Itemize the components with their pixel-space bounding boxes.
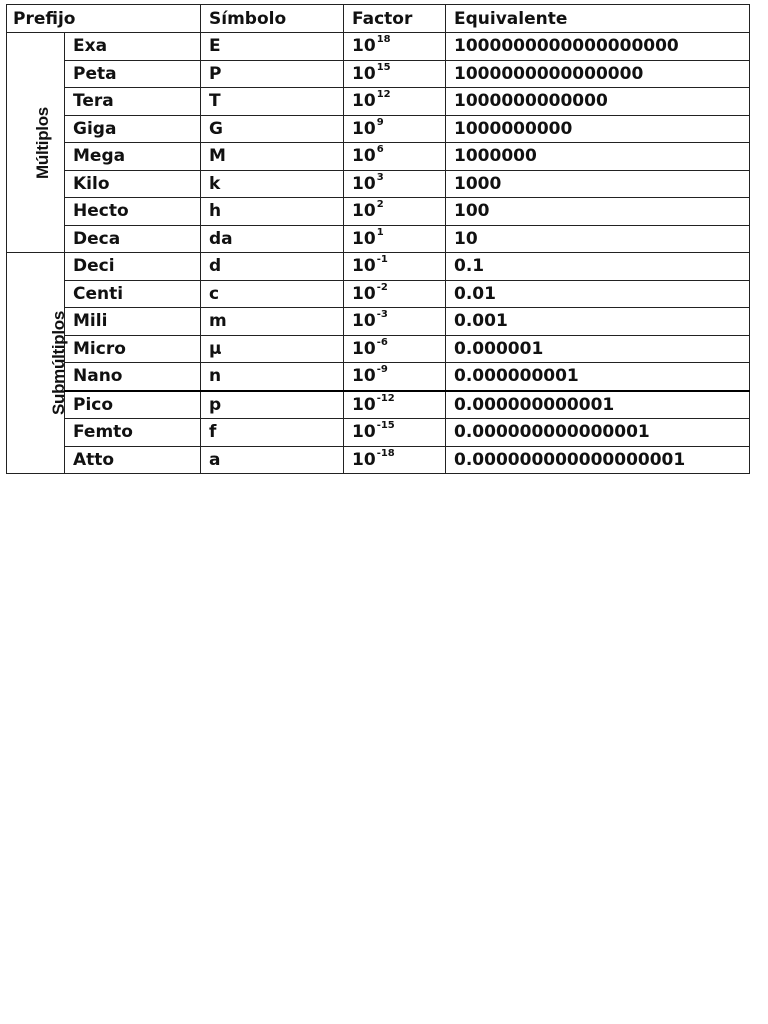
factor-cell [344, 308, 446, 336]
group-submultiples [7, 253, 69, 474]
factor-base: 10 [352, 118, 376, 139]
table-row [7, 170, 750, 198]
table-body [7, 33, 750, 474]
factor-base: 10 [352, 228, 376, 249]
factor-base: 10 [352, 422, 376, 443]
factor-exponent: -1 [376, 254, 388, 266]
table-row [7, 335, 750, 363]
table-row [7, 143, 750, 171]
symbol-cell: c [201, 280, 344, 308]
table-row [7, 33, 750, 61]
factor-cell [344, 60, 446, 88]
equivalent-cell: 100 [446, 198, 750, 226]
factor-exponent: -9 [376, 364, 388, 376]
factor-base: 10 [352, 311, 376, 332]
factor-base: 10 [352, 91, 376, 112]
factor-base: 10 [352, 449, 376, 470]
factor-exponent: 2 [376, 199, 384, 211]
factor-cell [344, 363, 446, 391]
equivalent-cell: 0.000000000000001 [446, 419, 750, 447]
factor-cell [344, 446, 446, 474]
table-row [7, 115, 750, 143]
factor-cell [344, 88, 446, 116]
equivalent-cell: 0.000001 [446, 335, 750, 363]
symbol-cell: f [201, 419, 344, 447]
factor-exponent: 15 [376, 61, 391, 73]
factor-base: 10 [352, 63, 376, 84]
equivalent-cell: 1000000000000 [446, 88, 750, 116]
equivalent-cell: 1000000000000000000 [446, 33, 750, 61]
factor-exponent: 18 [376, 34, 391, 46]
factor-cell [344, 280, 446, 308]
prefix-name-cell: Centi [65, 280, 201, 308]
group-label: Submúltiplos [49, 310, 69, 416]
header-prefix: Prefijo [7, 5, 201, 33]
group-label: Múltiplos [32, 106, 52, 179]
factor-base: 10 [352, 283, 376, 304]
symbol-cell: da [201, 225, 344, 253]
prefix-name-cell: Peta [65, 60, 201, 88]
equivalent-cell: 0.000000001 [446, 363, 750, 391]
prefix-name-cell: Deca [65, 225, 201, 253]
factor-base: 10 [352, 36, 376, 57]
equivalent-cell: 0.1 [446, 253, 750, 281]
table-row [7, 253, 750, 281]
factor-base: 10 [352, 146, 376, 167]
prefix-name-cell: Mega [65, 143, 201, 171]
factor-exponent: 9 [376, 116, 384, 128]
equivalent-cell: 1000000000 [446, 115, 750, 143]
prefix-name-cell: Micro [65, 335, 201, 363]
factor-cell [344, 198, 446, 226]
symbol-cell: k [201, 170, 344, 198]
factor-exponent: -3 [376, 309, 388, 321]
header-row [7, 5, 750, 33]
table-row [7, 198, 750, 226]
group-multiples [7, 33, 65, 253]
factor-base: 10 [352, 366, 376, 387]
factor-exponent: 6 [376, 144, 384, 156]
prefix-name-cell: Kilo [65, 170, 201, 198]
equivalent-cell: 0.001 [446, 308, 750, 336]
factor-cell [344, 335, 446, 363]
table-row [7, 280, 750, 308]
factor-base: 10 [352, 338, 376, 359]
header-factor: Factor [344, 5, 446, 33]
factor-base: 10 [352, 173, 376, 194]
factor-exponent: -2 [376, 281, 388, 293]
prefix-name-cell: Atto [65, 446, 201, 474]
symbol-cell: p [201, 391, 344, 419]
header-symbol: Símbolo [201, 5, 344, 33]
factor-exponent: -12 [376, 392, 395, 404]
table-row [7, 446, 750, 474]
equivalent-cell: 0.000000000001 [446, 391, 750, 419]
symbol-cell: G [201, 115, 344, 143]
factor-exponent: -18 [376, 447, 395, 459]
table-row [7, 391, 750, 419]
factor-exponent: -15 [376, 420, 395, 432]
factor-cell [344, 143, 446, 171]
symbol-cell: n [201, 363, 344, 391]
equivalent-cell: 0.01 [446, 280, 750, 308]
prefix-name-cell: Pico [65, 391, 201, 419]
factor-cell [344, 391, 446, 419]
prefix-name-cell: Tera [65, 88, 201, 116]
symbol-cell: µ [201, 335, 344, 363]
symbol-cell: h [201, 198, 344, 226]
factor-cell [344, 170, 446, 198]
prefix-name-cell: Hecto [65, 198, 201, 226]
factor-exponent: -6 [376, 336, 388, 348]
header-equivalent: Equivalente [446, 5, 750, 33]
symbol-cell: a [201, 446, 344, 474]
table-row [7, 60, 750, 88]
equivalent-cell: 1000 [446, 170, 750, 198]
factor-cell [344, 419, 446, 447]
factor-base: 10 [352, 394, 376, 415]
table-row [7, 419, 750, 447]
table-row [7, 88, 750, 116]
equivalent-cell: 1000000 [446, 143, 750, 171]
equivalent-cell: 1000000000000000 [446, 60, 750, 88]
table-row [7, 225, 750, 253]
factor-base: 10 [352, 201, 376, 222]
factor-exponent: 12 [376, 89, 391, 101]
factor-cell [344, 33, 446, 61]
equivalent-cell: 0.000000000000000001 [446, 446, 750, 474]
symbol-cell: M [201, 143, 344, 171]
equivalent-cell: 10 [446, 225, 750, 253]
prefix-name-cell: Femto [65, 419, 201, 447]
si-prefix-table [6, 4, 750, 474]
symbol-cell: T [201, 88, 344, 116]
symbol-cell: d [201, 253, 344, 281]
factor-cell [344, 115, 446, 143]
factor-base: 10 [352, 256, 376, 277]
table-row [7, 308, 750, 336]
factor-exponent: 1 [376, 226, 384, 238]
symbol-cell: E [201, 33, 344, 61]
symbol-cell: P [201, 60, 344, 88]
table-row [7, 363, 750, 391]
factor-cell [344, 253, 446, 281]
factor-cell [344, 225, 446, 253]
prefix-name-cell: Exa [65, 33, 201, 61]
prefix-name-cell: Deci [65, 253, 201, 281]
prefix-name-cell: Mili [65, 308, 201, 336]
prefix-name-cell: Nano [65, 363, 201, 391]
factor-exponent: 3 [376, 171, 384, 183]
symbol-cell: m [201, 308, 344, 336]
prefix-name-cell: Giga [65, 115, 201, 143]
